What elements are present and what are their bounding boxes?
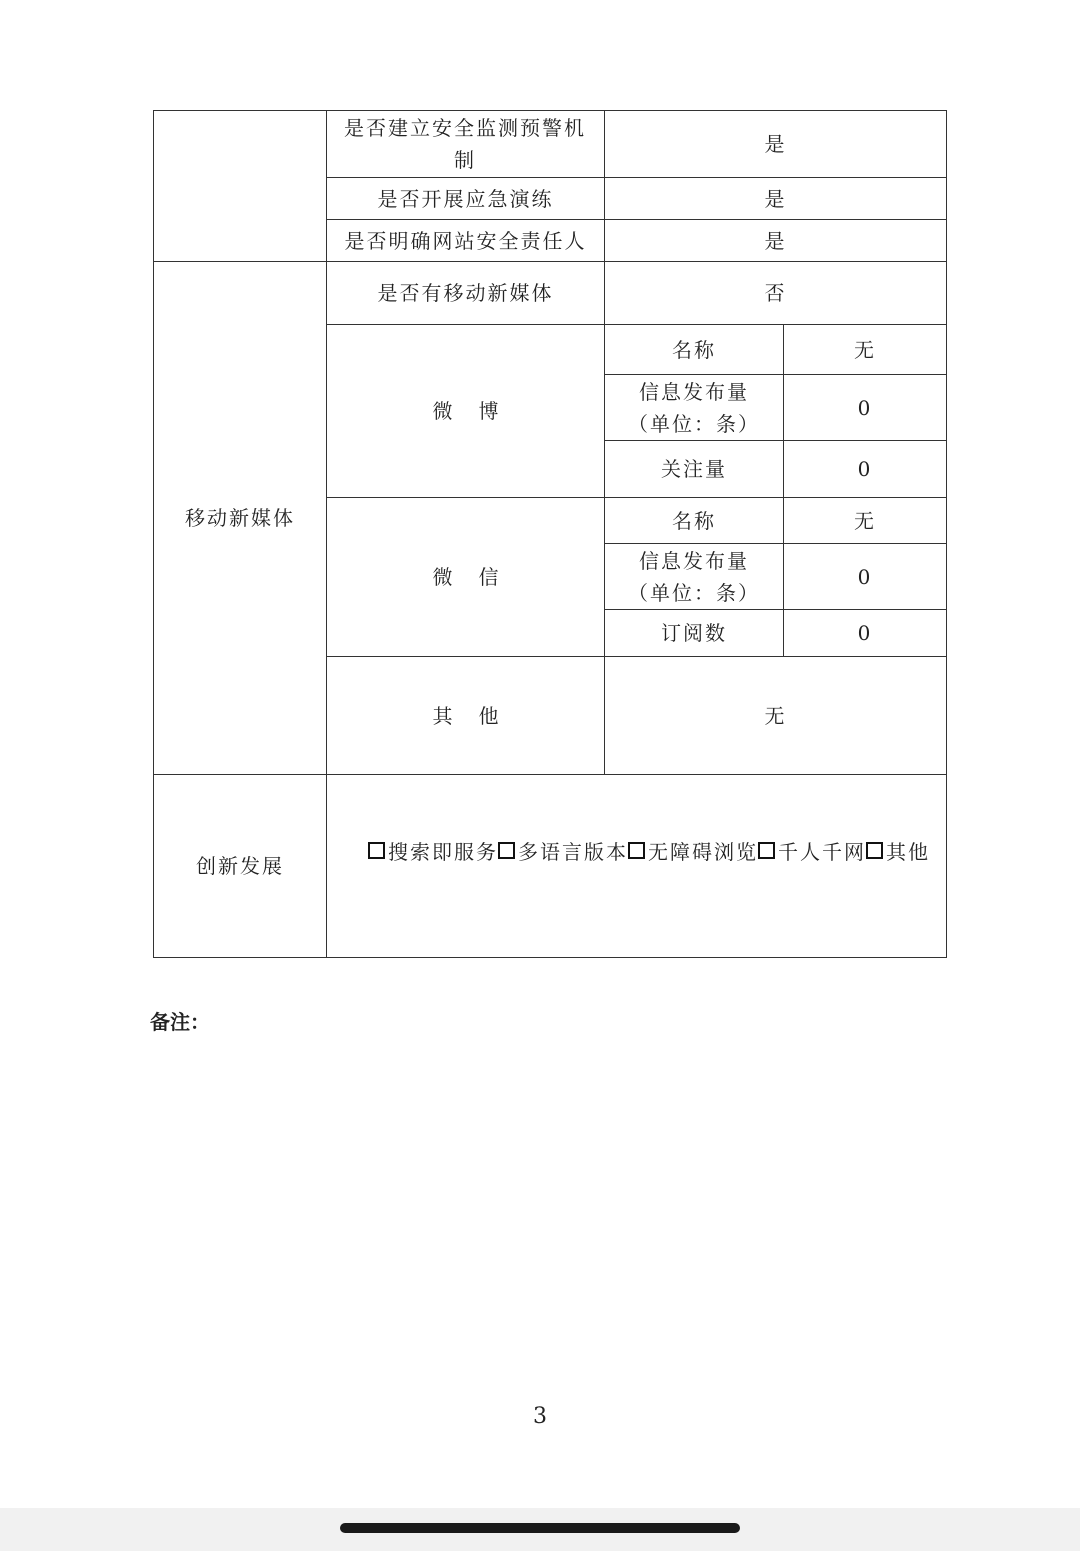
- wechat-posts-label-line1: 信息发布量: [639, 548, 749, 573]
- weibo-posts-value: 0: [857, 395, 873, 420]
- option-label: 其他: [886, 840, 930, 864]
- mobile-section-label: 移动新媒体: [185, 506, 295, 530]
- wechat-label-text: 微信: [432, 565, 525, 589]
- security-owner-label: 是否明确网站安全责任人: [344, 228, 587, 253]
- has-mobile-label: 是否有移动新媒体: [377, 281, 554, 305]
- security-monitoring-value: 是: [764, 132, 787, 156]
- emergency-drill-label: 是否开展应急演练: [377, 186, 554, 211]
- wechat-subscribers-value: 0: [857, 621, 873, 645]
- weibo-name-value: 无: [854, 337, 876, 362]
- weibo-name-label: 名称: [672, 337, 716, 362]
- weibo-posts-label: [605, 375, 783, 440]
- option-personalized[interactable]: [758, 836, 866, 865]
- wechat-posts-label: [605, 544, 783, 609]
- innovation-options: [368, 836, 930, 865]
- option-multilanguage[interactable]: [498, 836, 628, 865]
- option-accessibility[interactable]: [628, 836, 758, 865]
- security-owner-value: 是: [764, 228, 787, 253]
- weibo-followers-label: 关注量: [661, 457, 727, 481]
- wechat-label: [327, 498, 604, 656]
- checkbox-icon[interactable]: [866, 842, 883, 859]
- remark-label: 备注：: [150, 1010, 210, 1034]
- option-label: 无障碍浏览: [648, 840, 758, 864]
- home-indicator[interactable]: [340, 1523, 740, 1533]
- page-number: 3: [533, 1404, 547, 1429]
- has-mobile-value: 否: [764, 281, 787, 305]
- table-border: [153, 957, 947, 958]
- wechat-name-label: 名称: [672, 508, 716, 533]
- option-label: 搜索即服务: [388, 840, 498, 864]
- wechat-posts-label-line2: （单位：条）: [628, 580, 760, 605]
- option-label: 千人千网: [778, 840, 866, 864]
- weibo-followers-value: 0: [857, 457, 873, 481]
- other-label-text: 其他: [432, 703, 525, 728]
- option-label: 多语言版本: [518, 840, 628, 864]
- wechat-subscribers-label: 订阅数: [661, 621, 727, 645]
- other-value: 无: [764, 703, 787, 728]
- wechat-name-value: 无: [854, 508, 876, 533]
- checkbox-icon[interactable]: [628, 842, 645, 859]
- table-border: [153, 110, 947, 111]
- weibo-label: [327, 325, 604, 497]
- table-border: [946, 110, 947, 958]
- other-label: [327, 657, 604, 774]
- option-search-as-service[interactable]: [368, 836, 498, 865]
- weibo-label-text: 微博: [432, 399, 525, 423]
- weibo-posts-label-line1: 信息发布量: [639, 379, 749, 404]
- security-monitoring-label: 是否建立安全监测预警机制: [344, 116, 586, 172]
- checkbox-icon[interactable]: [368, 842, 385, 859]
- wechat-posts-value: 0: [857, 564, 873, 589]
- innovation-label: 创新发展: [196, 854, 284, 878]
- checkbox-icon[interactable]: [758, 842, 775, 859]
- checkbox-icon[interactable]: [498, 842, 515, 859]
- emergency-drill-value: 是: [764, 186, 787, 211]
- weibo-posts-label-line2: （单位：条）: [628, 411, 760, 436]
- option-other[interactable]: [866, 836, 930, 865]
